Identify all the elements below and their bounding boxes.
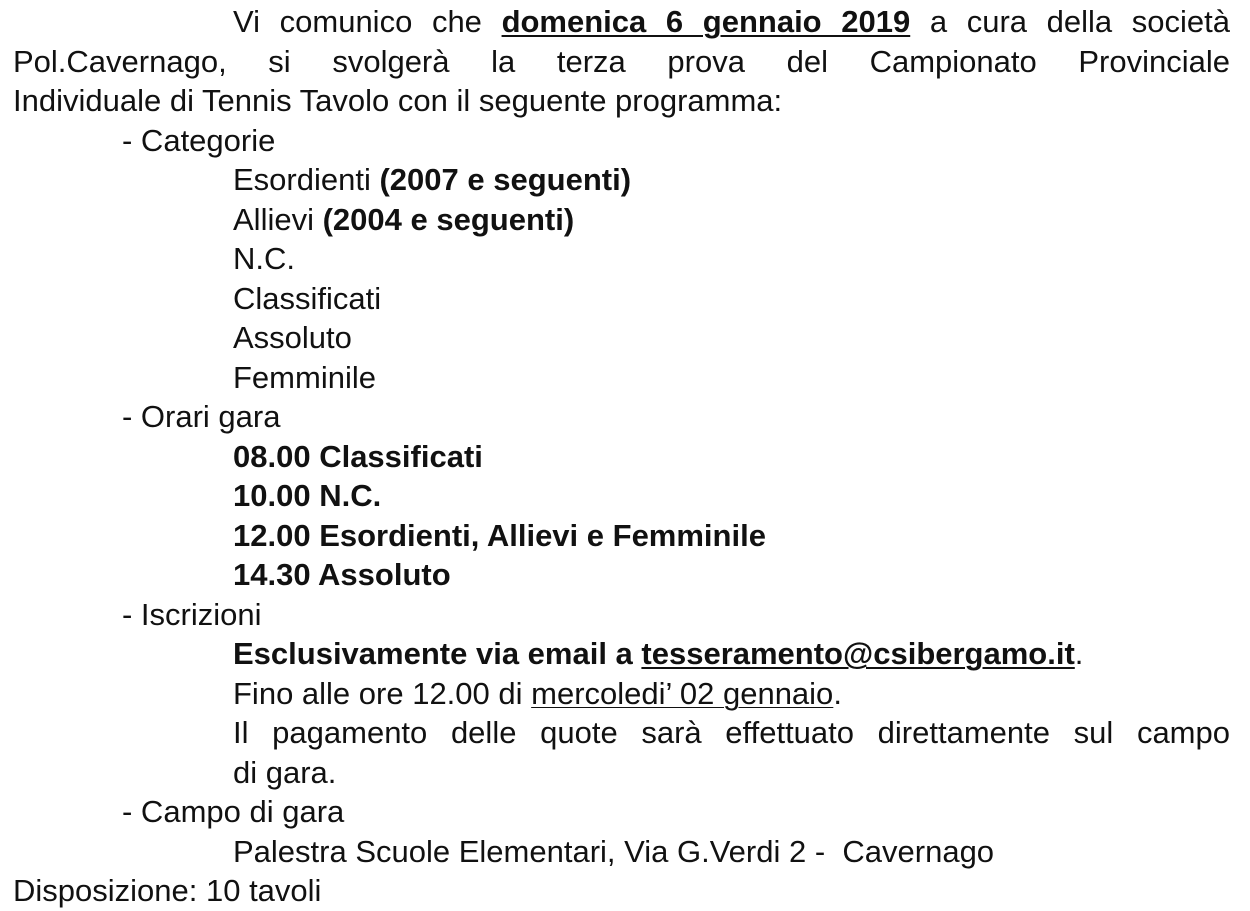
intro-line-1 <box>13 2 1230 42</box>
orario-item: 12.00 Esordienti, Allievi e Femminile <box>233 517 766 553</box>
deadline-prefix: Fino alle ore 12.00 di <box>233 675 532 711</box>
document-body <box>13 2 1230 911</box>
orario-item: 14.30 Assoluto <box>233 557 451 592</box>
intro-text-end: a cura della società <box>910 4 1231 39</box>
iscrizioni-heading: - Iscrizioni <box>122 596 262 632</box>
categoria-item: N.C. <box>233 241 295 276</box>
orari-heading: - Orari gara <box>122 399 281 434</box>
categoria-name: Allievi <box>233 201 314 237</box>
deadline-date: mercoledi’ 02 gennaio <box>531 675 834 711</box>
categoria-item <box>13 200 1230 240</box>
payment-line-2: di gara. <box>233 754 337 790</box>
payment-line-1: Il pagamento delle quote sarà effettuato direttamente sul campo <box>233 715 1230 750</box>
categoria-item: Femminile <box>233 359 376 395</box>
iscrizioni-email-line <box>13 634 1230 674</box>
categoria-item: Assoluto <box>233 320 352 355</box>
event-date: domenica 6 gennaio 2019 <box>501 4 911 39</box>
disposizione-line: Disposizione: 10 tavoli <box>13 873 322 908</box>
categoria-detail: (2007 e seguenti) <box>379 162 632 197</box>
intro-text: Vi comunico che <box>233 4 502 39</box>
categoria-item: Classificati <box>233 280 382 316</box>
intro-line-2: Pol.Cavernago, si svolgerà la terza prova del Campionato Provinciale <box>13 43 1230 79</box>
categoria-item <box>13 160 1230 200</box>
email-link[interactable]: tesseramento@csibergamo.it <box>641 636 1075 671</box>
orario-item: 10.00 N.C. <box>233 478 382 513</box>
email-suffix: . <box>1074 636 1084 671</box>
iscrizioni-deadline-line <box>13 674 1230 714</box>
campo-address: Palestra Scuole Elementari, Via G.Verdi 2 - Cavernago <box>233 833 995 869</box>
categoria-detail: (2004 e seguenti) <box>322 201 575 237</box>
categorie-heading: - Categorie <box>122 122 276 158</box>
orario-item: 08.00 Classificati <box>233 438 483 474</box>
email-prefix: Esclusivamente via email a <box>233 636 642 671</box>
campo-heading: - Campo di gara <box>122 794 345 829</box>
categoria-name: Esordienti <box>233 162 371 197</box>
deadline-suffix: . <box>833 675 842 711</box>
intro-line-3: Individuale di Tennis Tavolo con il seguente programma: <box>13 83 783 118</box>
